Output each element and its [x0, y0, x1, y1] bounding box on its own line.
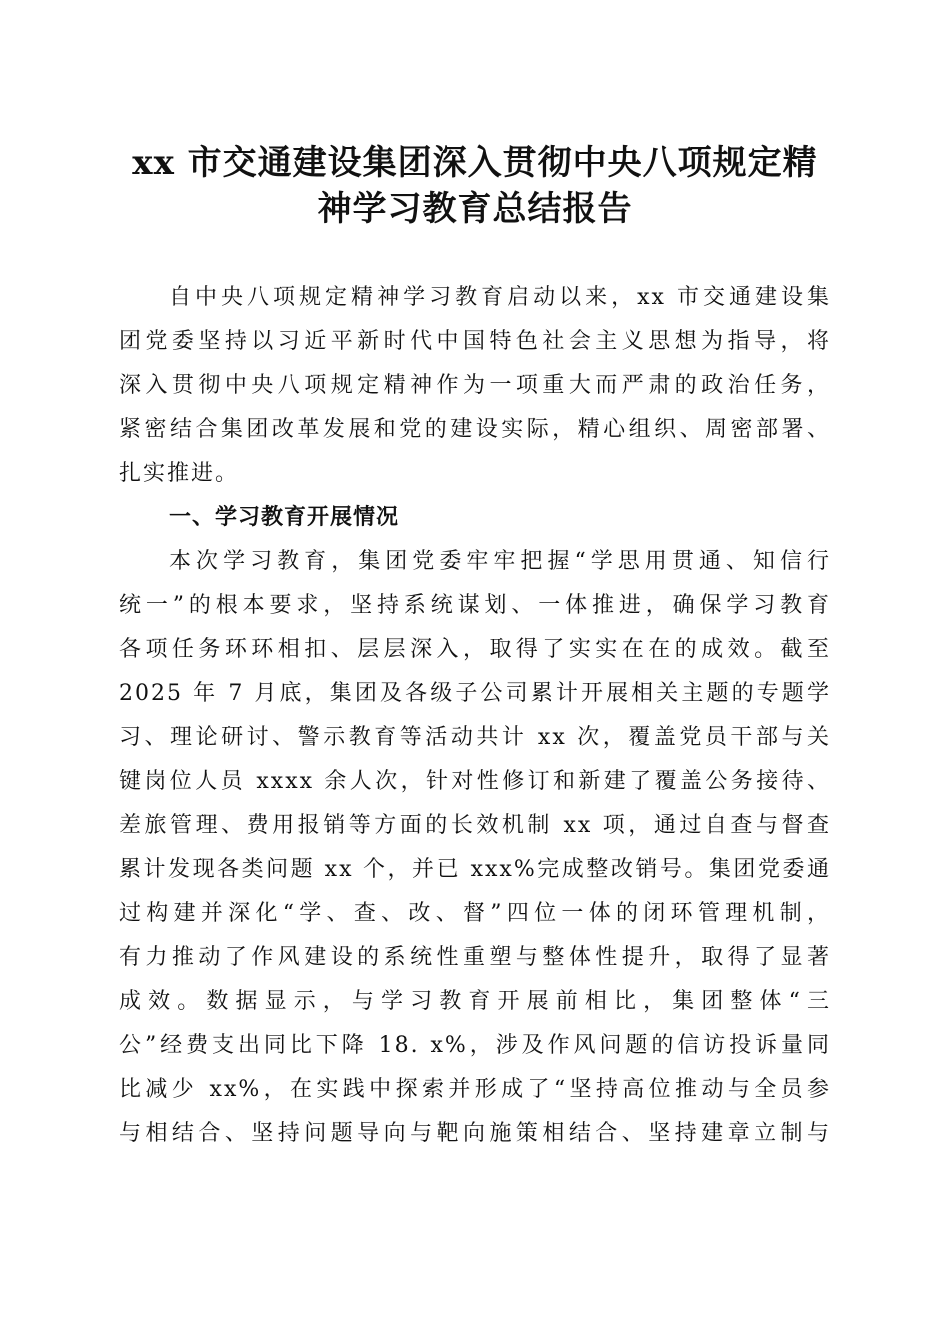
- section-paragraph-line: 累计发现各类问题 xx 个，并已 xxx%完成整改销号。集团党委通: [119, 857, 831, 882]
- title-line-2: 神学习教育总结报告: [317, 189, 633, 229]
- title-line-1: xx 市交通建设集团深入贯彻中央八项规定精: [132, 143, 818, 183]
- intro-paragraph-line: 紧密结合集团改革发展和党的建设实际，精心组织、周密部署、: [119, 417, 831, 442]
- section-paragraph-line: 各项任务环环相扣、层层深入，取得了实实在在的成效。截至: [119, 637, 831, 662]
- section-paragraph-line: 键岗位人员 xxxx 余人次，针对性修订和新建了覆盖公务接待、: [119, 769, 831, 794]
- intro-paragraph-line: 扎实推进。: [119, 461, 240, 486]
- section-paragraph-line: 成效。数据显示，与学习教育开展前相比，集团整体“三: [119, 989, 831, 1014]
- section-paragraph-line: 比减少 xx%，在实践中探索并形成了“坚持高位推动与全员参: [119, 1077, 831, 1102]
- document-title: [100, 140, 850, 232]
- intro-paragraph-line: 深入贯彻中央八项规定精神作为一项重大而严肃的政治任务，: [119, 373, 831, 398]
- section-paragraph-line: 有力推动了作风建设的系统性重塑与整体性提升，取得了显著: [119, 945, 831, 970]
- section-paragraph-line: 过构建并深化“学、查、改、督”四位一体的闭环管理机制，: [119, 901, 831, 926]
- section-paragraph-line: 公”经费支出同比下降 18. x%，涉及作风问题的信访投诉量同: [119, 1033, 831, 1058]
- section-paragraph-line: 习、理论研讨、警示教育等活动共计 xx 次，覆盖党员干部与关: [119, 725, 831, 750]
- intro-paragraph-line: 自中央八项规定精神学习教育启动以来，xx 市交通建设集: [169, 285, 831, 310]
- section-paragraph-line: 本次学习教育，集团党委牢牢把握“学思用贯通、知信行: [169, 549, 831, 574]
- section-paragraph-line: 统一”的根本要求，坚持系统谋划、一体推进，确保学习教育: [119, 593, 831, 618]
- section-paragraph-line: 2025 年 7 月底，集团及各级子公司累计开展相关主题的专题学: [119, 681, 831, 706]
- section-paragraph-line: 差旅管理、费用报销等方面的长效机制 xx 项，通过自查与督查: [119, 813, 831, 838]
- section-paragraph-line: 与相结合、坚持问题导向与靶向施策相结合、坚持建章立制与: [119, 1121, 831, 1146]
- section-heading: 一、学习教育开展情况: [169, 505, 400, 530]
- document-body: [119, 276, 831, 1156]
- intro-paragraph-line: 团党委坚持以习近平新时代中国特色社会主义思想为指导，将: [119, 329, 831, 354]
